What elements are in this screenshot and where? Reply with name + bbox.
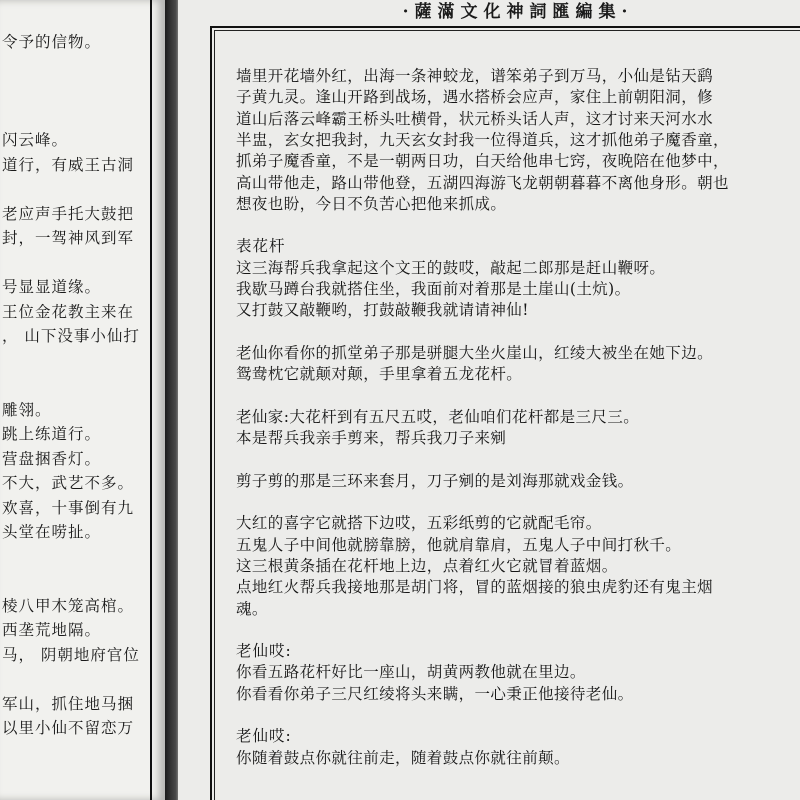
body-line: 半盅，玄女把我封，九天玄女封我一位得道兵，这才抓他弟子魔香童， (236, 130, 729, 149)
body-line: 老仙家:大花杆到有五尺五哎，老仙咱们花杆都是三尺三。 (236, 407, 640, 426)
body-line: 你随着鼓点你就往前走，随着鼓点你就往前颠。 (236, 748, 570, 767)
left-page-line: 以里小仙不留恋万 (2, 719, 135, 737)
body-line: 老仙你看你的抓堂弟子那是骈腿大坐火崖山，红绫大被坐在她下边。 (236, 343, 714, 362)
section-heading: 老仙哎: (236, 727, 292, 746)
section-heading: 老仙哎: (236, 642, 292, 661)
left-page-line: 雕翎。 (2, 400, 52, 419)
running-header-title: ·薩滿文化神詞匯編集· (402, 2, 634, 22)
body-line: 想夜也盼，今日不负苦心把他来抓成。 (236, 194, 507, 213)
left-page-line: 王位金花教主来在 (2, 302, 135, 321)
right-page-text (178, 0, 800, 800)
left-page-line: 号显显道缘。 (2, 278, 102, 296)
body-line: 魂。 (236, 599, 268, 618)
body-line: 道山后落云峰霸王桥头吐横骨，状元桥头话人声，这才讨来天河水水 (236, 109, 714, 128)
left-page-line: 马， 阴朝地府官位 (2, 645, 140, 664)
body-line: 你看看你弟子三尺红绫将头来瞒，一心秉正他接待老仙。 (236, 684, 634, 703)
body-line: 鸳鸯枕它就颠对颠，手里拿着五龙花杆。 (236, 365, 523, 384)
left-page-line: 欢喜，十事倒有九 (2, 498, 135, 517)
body-line: 五鬼人子中间他就膀靠膀，他就肩靠肩，五鬼人子中间打秋千。 (236, 535, 682, 554)
body-line: 子黄九灵。逢山开路到战场，遇水搭桥会应声，家住上前朝阳洞，修 (236, 88, 714, 107)
left-page-line: 棱八甲木笼高棺。 (2, 596, 135, 615)
left-page-line: 军山，抓住地马捆 (2, 694, 135, 713)
left-page-line: 跳上练道行。 (2, 425, 102, 443)
left-page-line: 营盘捆香灯。 (2, 449, 102, 468)
left-page-line: 道行，有威王古洞 (2, 155, 135, 174)
left-page-line: 头堂在唠扯。 (2, 523, 102, 541)
body-line: 我歇马蹲台我就搭住坐，我面前对着那是土崖山(土炕)。 (236, 280, 631, 298)
body-line: 本是帮兵我亲手剪来，帮兵我刀子来剜 (236, 429, 507, 448)
body-line: 墙里开花墙外红，出海一条神蛟龙，谱笨弟子到万马，小仙是钻天鹞 (236, 67, 714, 85)
body-line: 这三海帮兵我拿起这个文王的鼓哎，敲起二郎那是赶山鞭呀。 (236, 258, 666, 277)
left-page-line: 西垄荒地隔。 (2, 621, 102, 639)
body-line: 高山带他走，路山带他登，五湖四海游飞龙朝朝暮暮不离他身形。朝也 (236, 173, 729, 192)
right-page (178, 0, 800, 800)
body-line: 这三根黄条插在花杆地上边，点着红火它就冒着蓝烟。 (236, 556, 618, 575)
left-page-line: 闪云峰。 (2, 131, 69, 149)
body-line: 你看五路花杆好比一座山，胡黄两教他就在里边。 (236, 663, 586, 682)
left-page-line: ， 山下没事小仙打 (2, 327, 140, 345)
section-heading: 表花杆 (236, 237, 286, 256)
left-page (0, 0, 165, 800)
body-line: 抓弟子魔香童，不是一朝两日功，白天给他串七窍，夜晚陪在他梦中， (236, 152, 729, 171)
body-line: 点地红火帮兵我接地那是胡门将，冒的蓝烟接的狼虫虎豹还有鬼主烟 (236, 578, 714, 597)
left-page-line: 不大，武艺不多。 (2, 474, 135, 492)
left-page-border-rule (150, 0, 152, 800)
body-line: 大红的喜字它就搭下边哎，五彩纸剪的它就配毛帘。 (236, 514, 602, 533)
body-line: 又打鼓又敲鞭哟，打鼓敲鞭我就请请神仙! (236, 301, 529, 320)
body-line: 剪子剪的那是三环来套月，刀子剜的是刘海那就戏金钱。 (236, 471, 634, 490)
left-page-line: 令予的信物。 (2, 33, 102, 51)
left-page-line: 封，一驾神风到军 (2, 229, 135, 247)
left-page-line: 老应声手托大鼓把 (2, 204, 135, 223)
